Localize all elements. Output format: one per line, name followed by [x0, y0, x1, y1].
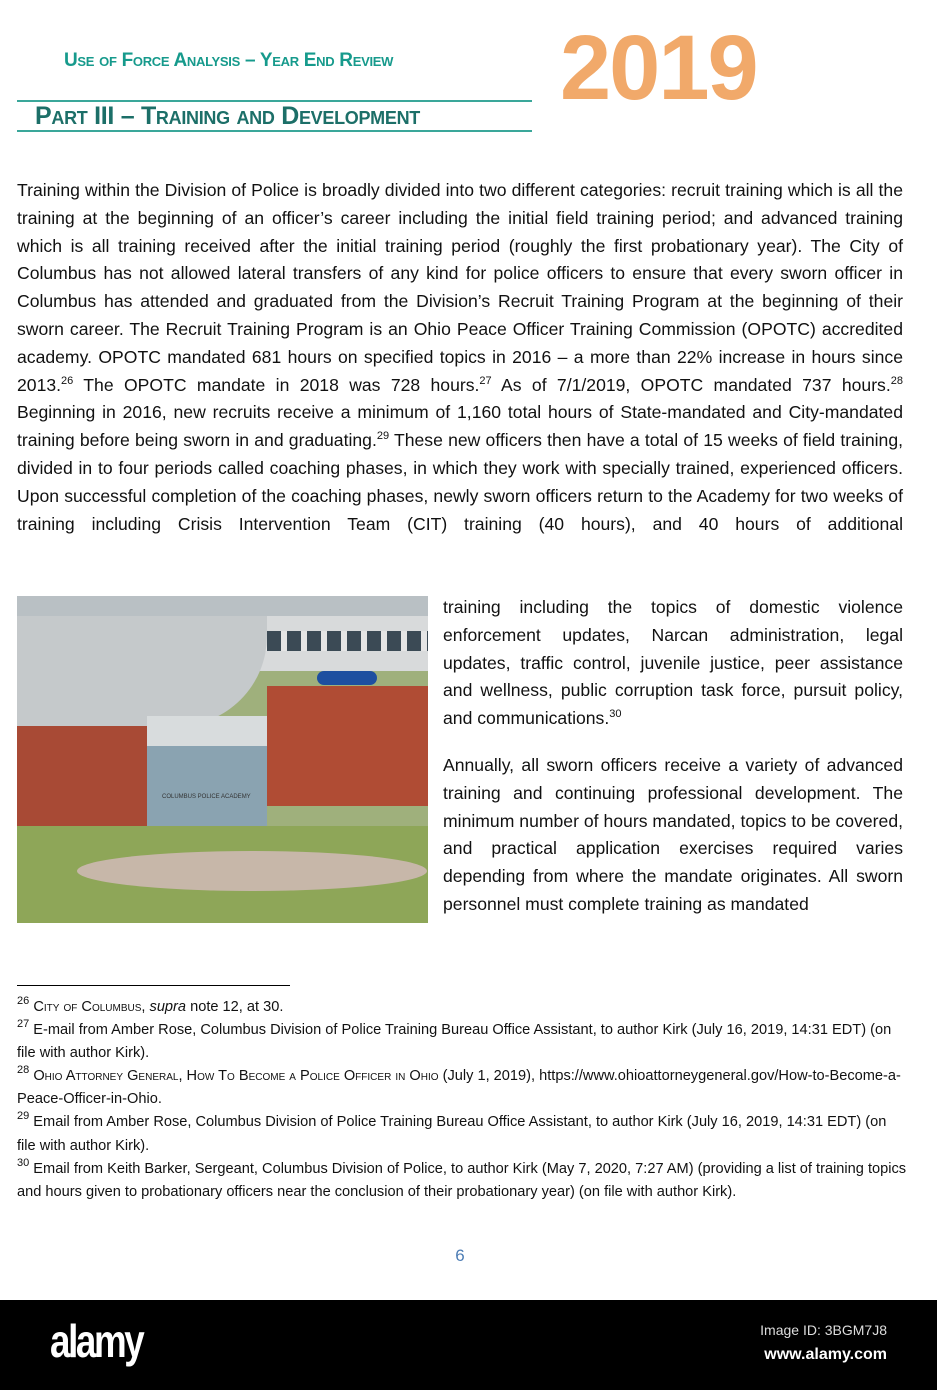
footnote	[17, 1019, 907, 1065]
text-segment: Training within the Division of Police is broadly divided into two different categories: recruit training which is all the training at the beginning of an officer’s career including the initial field training period; and advanced training which is all training received after the initial training period (roughly the first probationary year). The City of Columbus has not allowed lateral transfers of any kind for police officers to ensure that every sworn officer in Columbus has attended and graduated from the Division’s Recruit Training Program at the beginning of their sworn career. The Recruit Training Program is an Ohio Peace Officer Training Commission (OPOTC) accredited academy. OPOTC mandated 681 hours on specified topics in 2016 – a more than 22% increase in hours since 2013.	[17, 180, 903, 395]
footnote-ref: 27	[479, 374, 492, 387]
text-segment: (July 1, 2019), https://www.ohioattorneygeneral.gov/How-to-Become-a-Peace-Officer-in-Ohio.	[17, 1068, 901, 1108]
footnote-ref: 26	[17, 995, 30, 1007]
footnotes	[17, 996, 907, 1204]
text-segment: ,	[141, 999, 150, 1015]
page-number: 6	[455, 1246, 465, 1265]
right-column	[443, 594, 903, 919]
footnote	[17, 1065, 907, 1111]
alamy-logo: alamy	[50, 1315, 143, 1367]
small-caps-text: Ohio Attorney General, How To Become a Police Officer in Ohio	[33, 1068, 439, 1085]
watermark-bar	[0, 1300, 937, 1390]
paragraph-training-topics	[443, 594, 903, 733]
report-subtitle: Use of Force Analysis – Year End Review	[64, 50, 394, 71]
footnote-ref: 29	[17, 1110, 30, 1123]
footnote-ref: 28	[890, 374, 903, 387]
text-segment: Annually, all sworn officers receive a variety of advanced training and continuing professional development. The minimum number of hours mandated, topics to be covered, and practical application exercises required varies depending from where the mandate originates. All sworn personnel must complete training as mandated	[443, 754, 903, 914]
document-header	[17, 14, 532, 134]
text-segment: Email from Amber Rose, Columbus Division of Police Training Bureau Office Assistant, to author Kirk (July 16, 2019, 14:31 EDT) (on file with author Kirk).	[17, 1114, 887, 1154]
text-segment: training including the topics of domestic violence enforcement updates, Narcan administration, legal updates, traffic control, juvenile justice, peer assistance and wellness, public corruption task force, pursuit policy, and communications.	[443, 597, 903, 729]
section-title: Part III – Training and Development	[35, 102, 420, 130]
police-academy-photo	[17, 596, 428, 923]
footnote-ref: 30	[609, 708, 622, 721]
academy-sign: COLUMBUS POLICE ACADEMY	[162, 794, 251, 800]
footnote-ref: 28	[17, 1064, 30, 1077]
footnote	[17, 1111, 907, 1157]
image-id: Image ID: 3BGM7J8	[760, 1322, 887, 1338]
paragraph-training-overview	[17, 177, 903, 538]
text-segment: Email from Keith Barker, Sergeant, Columbus Division of Police, to author Kirk (May 7, 2020, 7:27 AM) (providing a list of training topics and hours given to probationary officers near the conclusion of their probationary year) (on file with author Kirk).	[17, 1160, 907, 1200]
footnote-ref: 27	[17, 1018, 30, 1031]
text-segment: These new officers then have a total of 15 weeks of field training, divided in to four periods called coaching phases, in which they work with specially trained, experienced officers. Upon successful completion of the coaching phases, newly sworn officers return to the Academy for two weeks of training including Crisis Intervention Team (CIT) training (40 hours), and 40 hours of additional	[17, 430, 903, 534]
alamy-url: www.alamy.com	[764, 1346, 887, 1363]
text-segment: The OPOTC mandate in 2018 was 728 hours.	[73, 374, 480, 395]
divider	[17, 130, 532, 132]
footnote	[17, 1158, 907, 1204]
footnote-separator	[17, 985, 290, 986]
text-segment: As of 7/1/2019, OPOTC mandated 737 hours.	[491, 374, 891, 395]
italic-text: supra	[149, 999, 187, 1015]
year-graphic: 2019	[560, 17, 757, 119]
footnote-ref: 30	[17, 1156, 30, 1169]
footnote	[17, 996, 907, 1019]
footnote-ref: 26	[61, 374, 74, 387]
footnote-ref: 29	[376, 430, 390, 443]
text-segment: Beginning in 2016, new recruits receive a minimum of 1,160 total hours of State-mandated and City-mandated training before being sworn in and graduating.	[17, 402, 903, 451]
paragraph-annual-training	[443, 752, 903, 919]
text-segment: note 12, at 30.	[186, 999, 284, 1015]
text-segment: E-mail from Amber Rose, Columbus Division of Police Training Bureau Office Assistant, to author Kirk (July 16, 2019, 14:31 EDT) (on file with author Kirk).	[17, 1022, 892, 1062]
small-caps-text: City of Columbus	[33, 999, 142, 1015]
